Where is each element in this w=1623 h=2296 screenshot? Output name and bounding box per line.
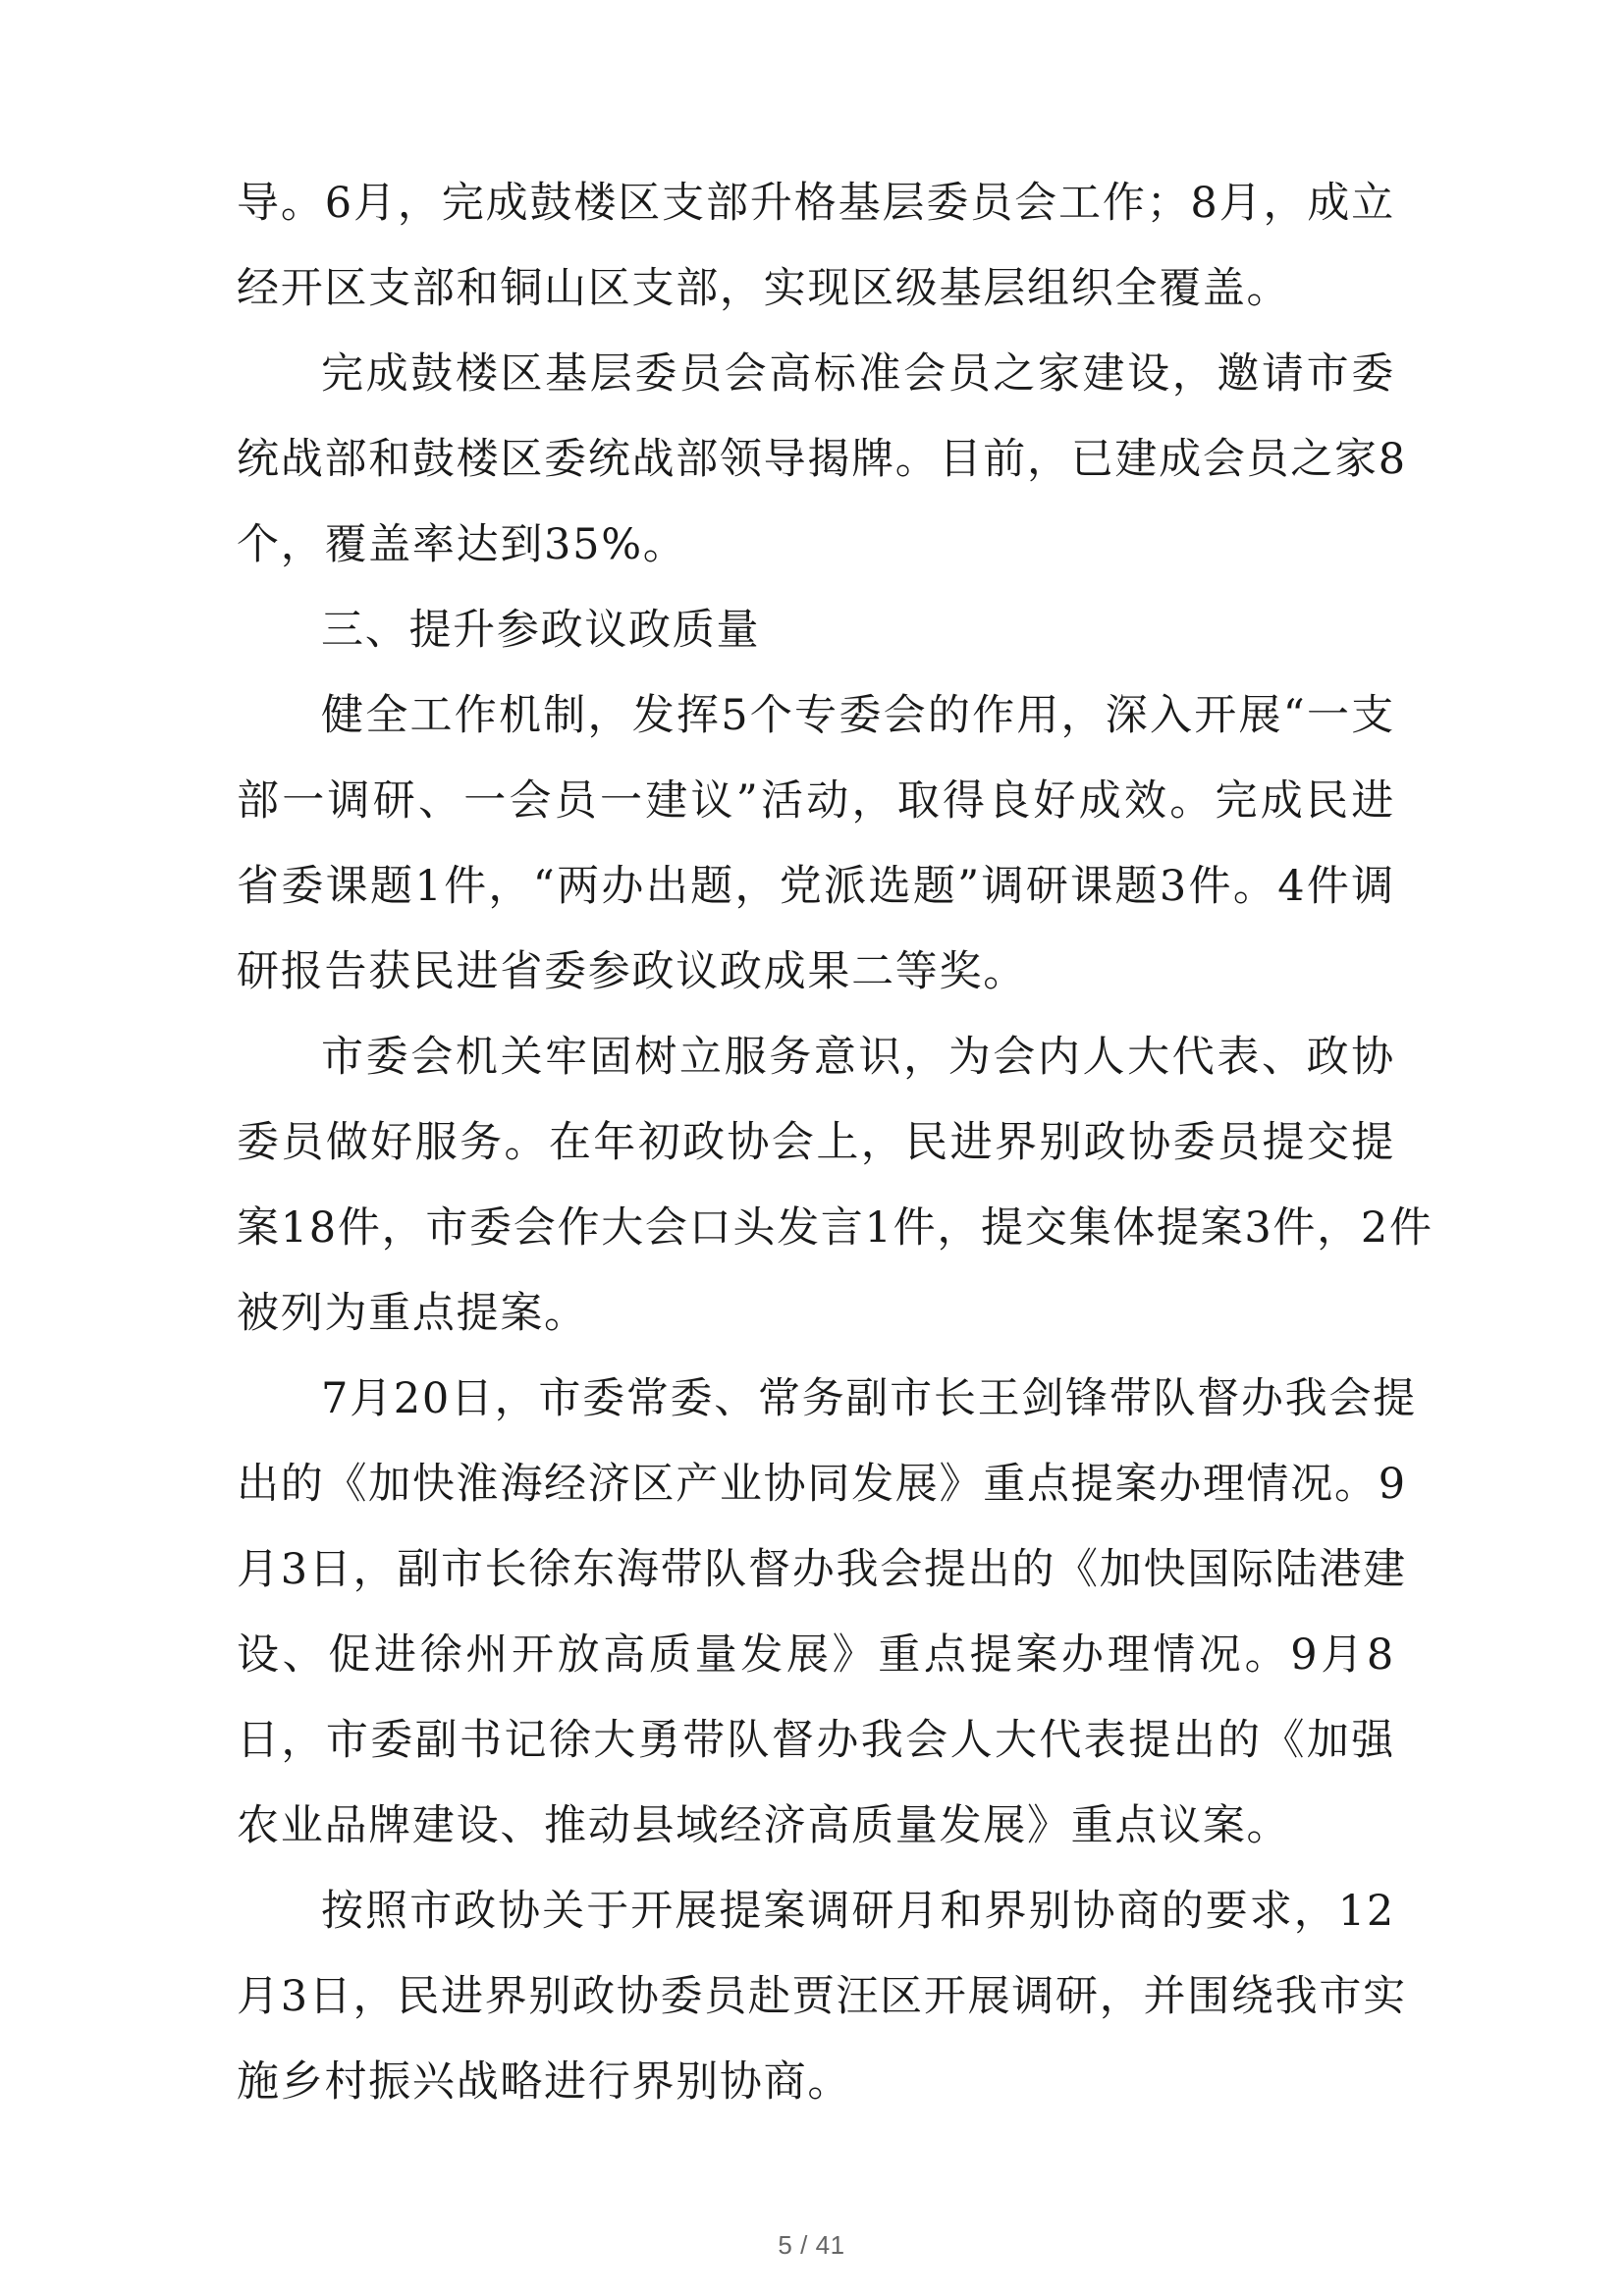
text-line: 月3日，民进界别政协委员赴贾汪区开展调研，并围绕我市实: [237, 1972, 1407, 2021]
text-line: 统战部和鼓楼区委统战部领导揭牌。目前，已建成会员之家8: [237, 435, 1407, 484]
paragraph: [237, 161, 1395, 332]
text-line: 出的《加快淮海经济区产业协同发展》重点提案办理情况。9: [237, 1460, 1407, 1509]
text-line: 导。6月，完成鼓楼区支部升格基层委员会工作；8月，成立: [237, 179, 1395, 228]
text-line: 日，市委副书记徐大勇带队督办我会人大代表提出的《加强: [237, 1716, 1395, 1765]
paragraph: [237, 1869, 1407, 2125]
text-line: 被列为重点提案。: [237, 1289, 588, 1338]
text-line: 案18件，市委会作大会口头发言1件，提交集体提案3件，2件: [237, 1203, 1434, 1253]
text-line: 健全工作机制，发挥5个专委会的作用，深入开展“一支: [321, 691, 1395, 740]
text-line: 个，覆盖率达到35%。: [237, 520, 687, 569]
page-number: 5 / 41: [778, 2230, 845, 2260]
text-line: 按照市政协关于开展提案调研月和界别协商的要求，12: [321, 1887, 1395, 1936]
document-body: [237, 161, 1434, 2125]
section-heading: [237, 588, 1395, 673]
text-line: 7月20日，市委常委、常务副市长王剑锋带队督办我会提: [321, 1374, 1417, 1423]
text-line: 月3日，副市长徐东海带队督办我会提出的《加快国际陆港建: [237, 1545, 1407, 1594]
text-line: 市委会机关牢固树立服务意识，为会内人大代表、政协: [321, 1033, 1395, 1082]
text-line: 施乡村振兴战略进行界别协商。: [237, 2057, 852, 2107]
text-line: 省委课题1件，“两办出题，党派选题”调研课题3件。4件调: [237, 862, 1395, 911]
text-line: 部一调研、一会员一建议”活动，取得良好成效。完成民进: [237, 776, 1395, 826]
paragraph: [237, 332, 1407, 588]
paragraph: [237, 1015, 1434, 1357]
section-heading-text: 三、提升参政议政质量: [321, 606, 761, 655]
text-line: 研报告获民进省委参政议政成果二等奖。: [237, 947, 1027, 996]
paragraph: [237, 1357, 1417, 1869]
text-line: 委员做好服务。在年初政协会上，民进界别政协委员提交提: [237, 1118, 1395, 1167]
text-line: 农业品牌建设、推动县域经济高质量发展》重点议案。: [237, 1801, 1291, 1850]
text-line: 经开区支部和铜山区支部，实现区级基层组织全覆盖。: [237, 264, 1291, 313]
text-line: 完成鼓楼区基层委员会高标准会员之家建设，邀请市委: [321, 349, 1395, 399]
text-line: 设、促进徐州开放高质量发展》重点提案办理情况。9月8: [237, 1630, 1395, 1680]
paragraph: [237, 673, 1395, 1015]
